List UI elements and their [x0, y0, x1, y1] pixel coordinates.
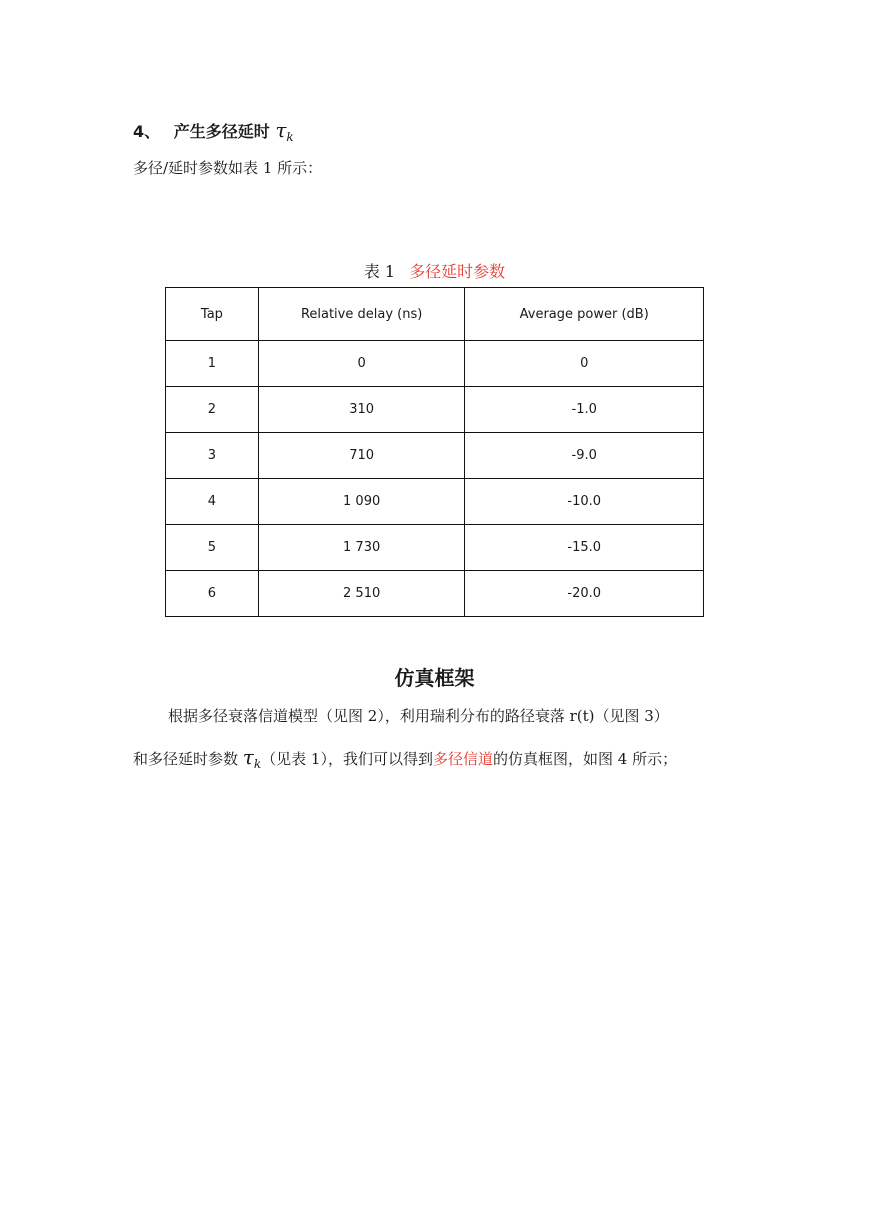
table-row	[166, 387, 704, 433]
table-caption-label: 表 1	[363, 262, 396, 281]
multipath-channel-highlight: 多径信道	[432, 750, 493, 768]
intro-text: 多径/延时参数如表 1 所示：	[133, 159, 323, 177]
cell-delay: 0	[258, 341, 465, 387]
table-caption	[0, 259, 869, 282]
table-row	[166, 433, 704, 479]
tau-symbol: τ	[275, 118, 287, 142]
cell-tap: 1	[166, 341, 259, 387]
header-average-power: Average power (dB)	[465, 288, 704, 341]
section-heading-4	[133, 118, 294, 144]
cell-power: -9.0	[465, 433, 704, 479]
cell-power: 0	[465, 341, 704, 387]
table-row	[166, 571, 704, 617]
para2-after: 的仿真框图，如图 4 所示；	[493, 750, 678, 768]
table-row	[166, 479, 704, 525]
tau-inline-subscript: k	[253, 757, 262, 771]
cell-delay: 310	[258, 387, 465, 433]
cell-tap: 5	[166, 525, 259, 571]
paragraph-line-2	[133, 745, 677, 771]
tau-k-inline-symbol	[243, 745, 261, 769]
cell-power: -15.0	[465, 525, 704, 571]
header-relative-delay: Relative delay (ns)	[258, 288, 465, 341]
cell-tap: 6	[166, 571, 259, 617]
table-header-row	[166, 288, 704, 341]
multipath-delay-table	[165, 287, 704, 617]
tau-k-symbol	[275, 118, 293, 142]
cell-tap: 3	[166, 433, 259, 479]
tau-subscript: k	[286, 130, 294, 144]
paragraph-line-1: 根据多径衰落信道模型（见图 2），利用瑞利分布的路径衰落 r(t)（见图 3）	[168, 707, 669, 725]
cell-power: -20.0	[465, 571, 704, 617]
header-tap: Tap	[166, 288, 259, 341]
cell-power: -1.0	[465, 387, 704, 433]
table-caption-title: 多径延时参数	[409, 262, 506, 281]
table-row	[166, 341, 704, 387]
table-row	[166, 525, 704, 571]
section-title: 仿真框架	[394, 666, 475, 690]
cell-power: -10.0	[465, 479, 704, 525]
heading-number: 4、	[133, 122, 161, 141]
para2-before: 和多径延时参数	[133, 750, 239, 768]
para2-mid: （见表 1），我们可以得到	[261, 750, 433, 768]
cell-tap: 4	[166, 479, 259, 525]
cell-delay: 1 730	[258, 525, 465, 571]
cell-delay: 710	[258, 433, 465, 479]
cell-delay: 1 090	[258, 479, 465, 525]
heading-text: 产生多径延时	[173, 122, 270, 141]
cell-delay: 2 510	[258, 571, 465, 617]
cell-tap: 2	[166, 387, 259, 433]
tau-inline: τ	[242, 745, 254, 769]
